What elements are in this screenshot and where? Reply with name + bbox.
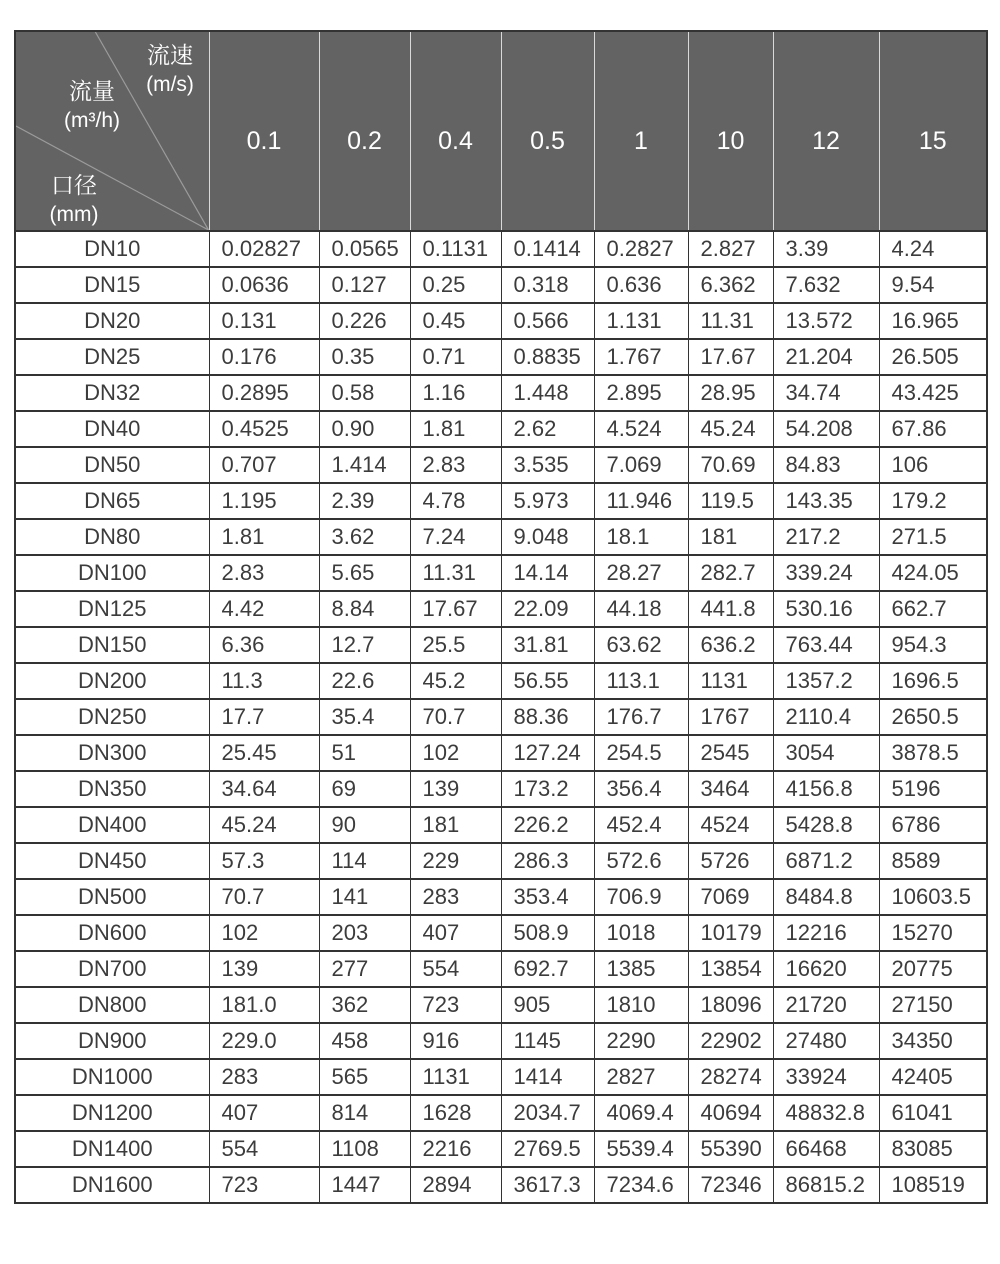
flow-rate-cell: 441.8 bbox=[688, 591, 773, 627]
flow-rate-cell: 217.2 bbox=[773, 519, 879, 555]
diameter-cell: DN150 bbox=[15, 627, 209, 663]
velocity-header-cell: 1 bbox=[594, 31, 688, 231]
flow-rate-cell: 4.42 bbox=[209, 591, 319, 627]
flow-rate-cell: 66468 bbox=[773, 1131, 879, 1167]
flow-rate-cell: 283 bbox=[410, 879, 501, 915]
flow-rate-cell: 565 bbox=[319, 1059, 410, 1095]
flow-rate-cell: 3878.5 bbox=[879, 735, 987, 771]
flow-rate-cell: 636.2 bbox=[688, 627, 773, 663]
flow-rate-cell: 141 bbox=[319, 879, 410, 915]
flow-rate-cell: 139 bbox=[209, 951, 319, 987]
diameter-cell: DN500 bbox=[15, 879, 209, 915]
diameter-cell: DN1000 bbox=[15, 1059, 209, 1095]
flow-rate-cell: 905 bbox=[501, 987, 594, 1023]
flow-rate-cell: 69 bbox=[319, 771, 410, 807]
header-row bbox=[15, 31, 987, 231]
flow-rate-cell: 61041 bbox=[879, 1095, 987, 1131]
flow-rate-cell: 28274 bbox=[688, 1059, 773, 1095]
table-row bbox=[15, 447, 987, 483]
flow-rate-cell: 181 bbox=[688, 519, 773, 555]
flow-rate-cell: 114 bbox=[319, 843, 410, 879]
diameter-cell: DN900 bbox=[15, 1023, 209, 1059]
flow-rate-cell: 102 bbox=[410, 735, 501, 771]
flow-rate-cell: 16620 bbox=[773, 951, 879, 987]
flow-rate-cell: 916 bbox=[410, 1023, 501, 1059]
velocity-unit-text: (m/s) bbox=[146, 73, 194, 97]
flow-rate-cell: 0.131 bbox=[209, 303, 319, 339]
flow-rate-cell: 452.4 bbox=[594, 807, 688, 843]
flow-rate-cell: 11.946 bbox=[594, 483, 688, 519]
flow-rate-cell: 407 bbox=[209, 1095, 319, 1131]
table-row bbox=[15, 267, 987, 303]
diameter-cell: DN450 bbox=[15, 843, 209, 879]
table-row bbox=[15, 879, 987, 915]
table-body bbox=[15, 231, 987, 1203]
flow-rate-table-container bbox=[14, 30, 988, 1204]
diameter-cell: DN25 bbox=[15, 339, 209, 375]
flow-rate-cell: 1696.5 bbox=[879, 663, 987, 699]
flow-rate-cell: 5726 bbox=[688, 843, 773, 879]
flow-rate-cell: 33924 bbox=[773, 1059, 879, 1095]
flow-rate-cell: 0.2827 bbox=[594, 231, 688, 267]
flow-rate-unit-text: (m³/h) bbox=[64, 109, 120, 133]
flow-rate-cell: 0.58 bbox=[319, 375, 410, 411]
flow-rate-cell: 0.4525 bbox=[209, 411, 319, 447]
flow-rate-cell: 45.2 bbox=[410, 663, 501, 699]
flow-rate-cell: 17.67 bbox=[410, 591, 501, 627]
flow-rate-cell: 70.69 bbox=[688, 447, 773, 483]
flow-rate-cell: 27480 bbox=[773, 1023, 879, 1059]
flow-rate-cell: 362 bbox=[319, 987, 410, 1023]
table-row bbox=[15, 627, 987, 663]
flow-rate-cell: 7.24 bbox=[410, 519, 501, 555]
flow-rate-cell: 6871.2 bbox=[773, 843, 879, 879]
flow-rate-cell: 72346 bbox=[688, 1167, 773, 1203]
table-row bbox=[15, 843, 987, 879]
diameter-unit-text: (mm) bbox=[49, 203, 99, 227]
flow-rate-cell: 229 bbox=[410, 843, 501, 879]
flow-rate-cell: 0.1131 bbox=[410, 231, 501, 267]
flow-rate-cell: 102 bbox=[209, 915, 319, 951]
diameter-cell: DN20 bbox=[15, 303, 209, 339]
flow-rate-cell: 424.05 bbox=[879, 555, 987, 591]
flow-rate-cell: 22.09 bbox=[501, 591, 594, 627]
flow-rate-cell: 2.62 bbox=[501, 411, 594, 447]
diagonal-corner-header bbox=[15, 31, 209, 231]
flow-rate-cell: 2894 bbox=[410, 1167, 501, 1203]
flow-rate-cell: 0.707 bbox=[209, 447, 319, 483]
flow-rate-cell: 40694 bbox=[688, 1095, 773, 1131]
diameter-label-text: 口径 bbox=[51, 172, 97, 198]
table-row bbox=[15, 555, 987, 591]
flow-rate-cell: 176.7 bbox=[594, 699, 688, 735]
flow-rate-cell: 6.36 bbox=[209, 627, 319, 663]
flow-rate-cell: 0.02827 bbox=[209, 231, 319, 267]
flow-rate-cell: 143.35 bbox=[773, 483, 879, 519]
flow-rate-cell: 4.524 bbox=[594, 411, 688, 447]
flow-rate-cell: 139 bbox=[410, 771, 501, 807]
flow-rate-cell: 4069.4 bbox=[594, 1095, 688, 1131]
flow-rate-cell: 2650.5 bbox=[879, 699, 987, 735]
flow-rate-cell: 0.8835 bbox=[501, 339, 594, 375]
table-row bbox=[15, 1095, 987, 1131]
flow-rate-cell: 1.16 bbox=[410, 375, 501, 411]
flow-rate-cell: 8.84 bbox=[319, 591, 410, 627]
flow-rate-cell: 181 bbox=[410, 807, 501, 843]
flow-rate-cell: 2.39 bbox=[319, 483, 410, 519]
flow-rate-cell: 5196 bbox=[879, 771, 987, 807]
flow-rate-cell: 1.448 bbox=[501, 375, 594, 411]
flow-rate-cell: 9.048 bbox=[501, 519, 594, 555]
flow-rate-cell: 6.362 bbox=[688, 267, 773, 303]
table-row bbox=[15, 915, 987, 951]
flow-rate-cell: 1385 bbox=[594, 951, 688, 987]
flow-rate-cell: 1810 bbox=[594, 987, 688, 1023]
diameter-cell: DN1600 bbox=[15, 1167, 209, 1203]
flow-rate-cell: 1.414 bbox=[319, 447, 410, 483]
flow-rate-cell: 119.5 bbox=[688, 483, 773, 519]
flow-rate-cell: 88.36 bbox=[501, 699, 594, 735]
velocity-header-cell: 0.5 bbox=[501, 31, 594, 231]
flow-rate-cell: 31.81 bbox=[501, 627, 594, 663]
flow-rate-cell: 34.74 bbox=[773, 375, 879, 411]
table-row bbox=[15, 303, 987, 339]
flow-rate-cell: 2290 bbox=[594, 1023, 688, 1059]
flow-rate-cell: 2.83 bbox=[410, 447, 501, 483]
velocity-header-cell: 0.2 bbox=[319, 31, 410, 231]
flow-rate-cell: 86815.2 bbox=[773, 1167, 879, 1203]
flow-rate-cell: 25.5 bbox=[410, 627, 501, 663]
flow-rate-cell: 90 bbox=[319, 807, 410, 843]
diameter-cell: DN200 bbox=[15, 663, 209, 699]
flow-rate-cell: 4.24 bbox=[879, 231, 987, 267]
table-row bbox=[15, 231, 987, 267]
flow-rate-cell: 2216 bbox=[410, 1131, 501, 1167]
flow-rate-cell: 954.3 bbox=[879, 627, 987, 663]
flow-rate-cell: 1.767 bbox=[594, 339, 688, 375]
velocity-header-cell: 15 bbox=[879, 31, 987, 231]
flow-rate-cell: 54.208 bbox=[773, 411, 879, 447]
flow-rate-cell: 1414 bbox=[501, 1059, 594, 1095]
table-row bbox=[15, 591, 987, 627]
velocity-header-cell: 0.4 bbox=[410, 31, 501, 231]
flow-rate-cell: 7234.6 bbox=[594, 1167, 688, 1203]
flow-rate-cell: 2.895 bbox=[594, 375, 688, 411]
flow-rate-cell: 27150 bbox=[879, 987, 987, 1023]
flow-rate-cell: 12216 bbox=[773, 915, 879, 951]
flow-rate-cell: 106 bbox=[879, 447, 987, 483]
flow-rate-cell: 5.973 bbox=[501, 483, 594, 519]
flow-rate-cell: 530.16 bbox=[773, 591, 879, 627]
flow-rate-cell: 356.4 bbox=[594, 771, 688, 807]
flow-rate-label-text: 流量 bbox=[69, 78, 115, 104]
flow-rate-cell: 226.2 bbox=[501, 807, 594, 843]
flow-rate-cell: 10179 bbox=[688, 915, 773, 951]
flow-rate-cell: 22.6 bbox=[319, 663, 410, 699]
flow-rate-cell: 25.45 bbox=[209, 735, 319, 771]
flow-rate-cell: 1628 bbox=[410, 1095, 501, 1131]
flow-rate-cell: 283 bbox=[209, 1059, 319, 1095]
corner-cell bbox=[16, 32, 209, 230]
table-row bbox=[15, 699, 987, 735]
flow-rate-cell: 127.24 bbox=[501, 735, 594, 771]
flow-rate-cell: 2034.7 bbox=[501, 1095, 594, 1131]
flow-rate-cell: 84.83 bbox=[773, 447, 879, 483]
flow-rate-cell: 45.24 bbox=[209, 807, 319, 843]
flow-rate-cell: 11.3 bbox=[209, 663, 319, 699]
flow-rate-cell: 0.90 bbox=[319, 411, 410, 447]
velocity-header-cell: 0.1 bbox=[209, 31, 319, 231]
flow-rate-cell: 254.5 bbox=[594, 735, 688, 771]
table-row bbox=[15, 411, 987, 447]
flow-rate-cell: 2769.5 bbox=[501, 1131, 594, 1167]
flow-rate-cell: 2.83 bbox=[209, 555, 319, 591]
flow-rate-cell: 458 bbox=[319, 1023, 410, 1059]
flow-rate-cell: 11.31 bbox=[688, 303, 773, 339]
diameter-cell: DN100 bbox=[15, 555, 209, 591]
table-row bbox=[15, 771, 987, 807]
diameter-cell: DN600 bbox=[15, 915, 209, 951]
flow-rate-cell: 3.39 bbox=[773, 231, 879, 267]
flow-rate-cell: 7069 bbox=[688, 879, 773, 915]
table-row bbox=[15, 1059, 987, 1095]
flow-rate-cell: 5539.4 bbox=[594, 1131, 688, 1167]
flow-rate-cell: 181.0 bbox=[209, 987, 319, 1023]
flow-rate-cell: 706.9 bbox=[594, 879, 688, 915]
flow-rate-cell: 1.131 bbox=[594, 303, 688, 339]
table-row bbox=[15, 663, 987, 699]
flow-rate-cell: 0.0565 bbox=[319, 231, 410, 267]
flow-rate-cell: 70.7 bbox=[209, 879, 319, 915]
flow-rate-cell: 21.204 bbox=[773, 339, 879, 375]
table-row bbox=[15, 1167, 987, 1203]
flow-rate-cell: 15270 bbox=[879, 915, 987, 951]
flow-rate-cell: 13854 bbox=[688, 951, 773, 987]
flow-rate-cell: 44.18 bbox=[594, 591, 688, 627]
flow-rate-cell: 1447 bbox=[319, 1167, 410, 1203]
flow-rate-cell: 28.27 bbox=[594, 555, 688, 591]
flow-rate-cell: 229.0 bbox=[209, 1023, 319, 1059]
diameter-cell: DN40 bbox=[15, 411, 209, 447]
flow-rate-cell: 0.566 bbox=[501, 303, 594, 339]
diameter-cell: DN300 bbox=[15, 735, 209, 771]
flow-rate-cell: 0.35 bbox=[319, 339, 410, 375]
flow-rate-cell: 1.81 bbox=[410, 411, 501, 447]
diameter-cell: DN32 bbox=[15, 375, 209, 411]
flow-rate-cell: 2.827 bbox=[688, 231, 773, 267]
flow-rate-cell: 63.62 bbox=[594, 627, 688, 663]
flow-rate-cell: 1018 bbox=[594, 915, 688, 951]
flow-rate-cell: 0.71 bbox=[410, 339, 501, 375]
flow-rate-cell: 26.505 bbox=[879, 339, 987, 375]
flow-rate-cell: 554 bbox=[209, 1131, 319, 1167]
diameter-cell: DN1400 bbox=[15, 1131, 209, 1167]
table-row bbox=[15, 339, 987, 375]
flow-rate-cell: 407 bbox=[410, 915, 501, 951]
flow-rate-cell: 22902 bbox=[688, 1023, 773, 1059]
flow-rate-cell: 3054 bbox=[773, 735, 879, 771]
flow-rate-cell: 10603.5 bbox=[879, 879, 987, 915]
flow-rate-cell: 11.31 bbox=[410, 555, 501, 591]
flow-rate-cell: 34.64 bbox=[209, 771, 319, 807]
flow-rate-cell: 1108 bbox=[319, 1131, 410, 1167]
flow-rate-cell: 42405 bbox=[879, 1059, 987, 1095]
flow-rate-cell: 339.24 bbox=[773, 555, 879, 591]
table-row bbox=[15, 987, 987, 1023]
flow-rate-cell: 56.55 bbox=[501, 663, 594, 699]
flow-rate-cell: 14.14 bbox=[501, 555, 594, 591]
diameter-cell: DN400 bbox=[15, 807, 209, 843]
flow-rate-cell: 2545 bbox=[688, 735, 773, 771]
flow-rate-cell: 1.81 bbox=[209, 519, 319, 555]
flow-rate-cell: 203 bbox=[319, 915, 410, 951]
flow-rate-cell: 286.3 bbox=[501, 843, 594, 879]
flow-rate-cell: 113.1 bbox=[594, 663, 688, 699]
flow-rate-cell: 271.5 bbox=[879, 519, 987, 555]
flow-rate-cell: 8589 bbox=[879, 843, 987, 879]
flow-rate-cell: 28.95 bbox=[688, 375, 773, 411]
flow-rate-cell: 3.62 bbox=[319, 519, 410, 555]
flow-rate-cell: 35.4 bbox=[319, 699, 410, 735]
flow-rate-cell: 173.2 bbox=[501, 771, 594, 807]
flow-rate-cell: 692.7 bbox=[501, 951, 594, 987]
diameter-cell: DN10 bbox=[15, 231, 209, 267]
flow-rate-cell: 6786 bbox=[879, 807, 987, 843]
flow-rate-cell: 18.1 bbox=[594, 519, 688, 555]
flow-rate-cell: 0.1414 bbox=[501, 231, 594, 267]
flow-rate-cell: 57.3 bbox=[209, 843, 319, 879]
flow-rate-cell: 18096 bbox=[688, 987, 773, 1023]
table-row bbox=[15, 375, 987, 411]
flow-rate-cell: 21720 bbox=[773, 987, 879, 1023]
flow-rate-cell: 3464 bbox=[688, 771, 773, 807]
flow-rate-cell: 108519 bbox=[879, 1167, 987, 1203]
table-header bbox=[15, 31, 987, 231]
flow-rate-cell: 3617.3 bbox=[501, 1167, 594, 1203]
table-row bbox=[15, 1023, 987, 1059]
diameter-cell: DN125 bbox=[15, 591, 209, 627]
flow-rate-cell: 8484.8 bbox=[773, 879, 879, 915]
flow-rate-cell: 353.4 bbox=[501, 879, 594, 915]
flow-rate-cell: 2827 bbox=[594, 1059, 688, 1095]
flow-rate-cell: 0.636 bbox=[594, 267, 688, 303]
diameter-cell: DN700 bbox=[15, 951, 209, 987]
flow-rate-cell: 1767 bbox=[688, 699, 773, 735]
diameter-axis-label bbox=[26, 170, 122, 229]
flow-rate-cell: 814 bbox=[319, 1095, 410, 1131]
flow-rate-cell: 0.0636 bbox=[209, 267, 319, 303]
flow-rate-cell: 4156.8 bbox=[773, 771, 879, 807]
diameter-cell: DN800 bbox=[15, 987, 209, 1023]
diameter-cell: DN15 bbox=[15, 267, 209, 303]
velocity-label-text: 流速 bbox=[147, 42, 193, 68]
flow-rate-cell: 17.7 bbox=[209, 699, 319, 735]
flow-rate-cell: 3.535 bbox=[501, 447, 594, 483]
flow-rate-cell: 9.54 bbox=[879, 267, 987, 303]
flow-rate-cell: 763.44 bbox=[773, 627, 879, 663]
flow-rate-cell: 277 bbox=[319, 951, 410, 987]
table-row bbox=[15, 483, 987, 519]
flow-rate-cell: 5428.8 bbox=[773, 807, 879, 843]
flow-rate-cell: 1131 bbox=[410, 1059, 501, 1095]
flow-rate-cell: 508.9 bbox=[501, 915, 594, 951]
flow-rate-cell: 723 bbox=[209, 1167, 319, 1203]
flow-rate-cell: 179.2 bbox=[879, 483, 987, 519]
flow-rate-cell: 1357.2 bbox=[773, 663, 879, 699]
table-row bbox=[15, 951, 987, 987]
flow-rate-cell: 2110.4 bbox=[773, 699, 879, 735]
table-row bbox=[15, 519, 987, 555]
flow-rate-cell: 4.78 bbox=[410, 483, 501, 519]
diameter-cell: DN80 bbox=[15, 519, 209, 555]
diameter-cell: DN50 bbox=[15, 447, 209, 483]
flow-rate-cell: 67.86 bbox=[879, 411, 987, 447]
table-row bbox=[15, 735, 987, 771]
flow-rate-cell: 55390 bbox=[688, 1131, 773, 1167]
flow-rate-cell: 0.226 bbox=[319, 303, 410, 339]
flow-rate-cell: 7.069 bbox=[594, 447, 688, 483]
diameter-cell: DN1200 bbox=[15, 1095, 209, 1131]
flow-rate-cell: 1131 bbox=[688, 663, 773, 699]
flow-rate-cell: 48832.8 bbox=[773, 1095, 879, 1131]
table-row bbox=[15, 807, 987, 843]
flow-rate-cell: 51 bbox=[319, 735, 410, 771]
flow-rate-cell: 1145 bbox=[501, 1023, 594, 1059]
diameter-cell: DN350 bbox=[15, 771, 209, 807]
flow-rate-cell: 4524 bbox=[688, 807, 773, 843]
flow-rate-cell: 723 bbox=[410, 987, 501, 1023]
diameter-cell: DN65 bbox=[15, 483, 209, 519]
flow-rate-cell: 16.965 bbox=[879, 303, 987, 339]
flow-rate-cell: 45.24 bbox=[688, 411, 773, 447]
flow-rate-cell: 0.2895 bbox=[209, 375, 319, 411]
flow-rate-cell: 43.425 bbox=[879, 375, 987, 411]
table-row bbox=[15, 1131, 987, 1167]
flow-rate-cell: 12.7 bbox=[319, 627, 410, 663]
flow-rate-cell: 0.25 bbox=[410, 267, 501, 303]
flow-rate-cell: 70.7 bbox=[410, 699, 501, 735]
flow-rate-axis-label bbox=[40, 76, 144, 135]
flow-rate-cell: 572.6 bbox=[594, 843, 688, 879]
flow-rate-cell: 5.65 bbox=[319, 555, 410, 591]
flow-rate-cell: 0.45 bbox=[410, 303, 501, 339]
flow-rate-cell: 83085 bbox=[879, 1131, 987, 1167]
diameter-cell: DN250 bbox=[15, 699, 209, 735]
velocity-header-cell: 12 bbox=[773, 31, 879, 231]
flow-rate-cell: 1.195 bbox=[209, 483, 319, 519]
flow-rate-cell: 0.127 bbox=[319, 267, 410, 303]
flow-rate-cell: 662.7 bbox=[879, 591, 987, 627]
velocity-header-cell: 10 bbox=[688, 31, 773, 231]
flow-rate-cell: 282.7 bbox=[688, 555, 773, 591]
flow-rate-cell: 7.632 bbox=[773, 267, 879, 303]
flow-rate-cell: 13.572 bbox=[773, 303, 879, 339]
flow-rate-table bbox=[14, 30, 988, 1204]
flow-rate-cell: 34350 bbox=[879, 1023, 987, 1059]
flow-rate-cell: 554 bbox=[410, 951, 501, 987]
flow-rate-cell: 20775 bbox=[879, 951, 987, 987]
flow-rate-cell: 17.67 bbox=[688, 339, 773, 375]
flow-rate-cell: 0.318 bbox=[501, 267, 594, 303]
flow-rate-cell: 0.176 bbox=[209, 339, 319, 375]
